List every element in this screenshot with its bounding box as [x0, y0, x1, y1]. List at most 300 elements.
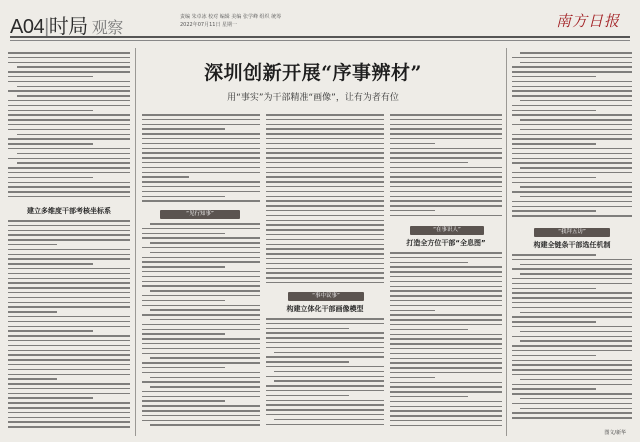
text-line: [142, 143, 260, 145]
text-line: [8, 335, 130, 337]
text-line: [142, 266, 225, 268]
text-line: [8, 234, 130, 236]
text-line: [8, 287, 130, 289]
text-line: [266, 424, 384, 426]
column-lines: [266, 318, 384, 425]
text-column-2b: [142, 223, 260, 433]
text-line: [266, 186, 384, 188]
text-line: [274, 380, 384, 382]
masthead-meta: [180, 13, 281, 29]
text-line: [8, 119, 130, 121]
text-line: [266, 253, 384, 255]
text-column-4: [390, 114, 502, 222]
text-line: [8, 278, 130, 280]
text-line: [390, 119, 502, 121]
text-line: [512, 158, 632, 160]
text-line: [8, 302, 130, 304]
text-line: [142, 329, 260, 331]
text-line: [512, 360, 632, 362]
text-line: [390, 124, 502, 126]
text-line: [390, 310, 435, 312]
text-line: [512, 384, 632, 386]
text-line: [8, 369, 130, 371]
text-line: [512, 215, 632, 217]
text-line: [142, 228, 260, 230]
text-line: [17, 134, 130, 136]
text-line: [390, 266, 502, 268]
text-line: [390, 406, 502, 408]
text-line: [8, 220, 130, 222]
text-line: [390, 295, 502, 297]
text-line: [150, 252, 260, 254]
text-line: [8, 52, 130, 54]
text-line: [512, 172, 632, 174]
editor-credits: 责编 朱卓冰 校对 编辑 美编 张学峰 组织 统筹: [180, 14, 282, 20]
text-line: [266, 133, 384, 135]
text-line: [390, 257, 502, 259]
text-line: [266, 404, 384, 406]
text-line: [390, 367, 502, 369]
text-line: [390, 196, 502, 198]
text-line: [512, 57, 632, 59]
text-line: [266, 277, 384, 279]
text-line: [520, 398, 632, 400]
text-line: [266, 220, 384, 222]
text-line: [512, 162, 632, 164]
text-line: [390, 314, 502, 316]
text-line: [142, 167, 260, 169]
text-line: [266, 114, 384, 116]
text-line: [8, 244, 57, 246]
text-line: [8, 114, 130, 116]
text-line: [390, 200, 502, 202]
text-line: [390, 286, 502, 288]
text-line: [142, 381, 260, 383]
text-line: [266, 176, 384, 178]
text-line: [266, 138, 384, 140]
text-line: [390, 401, 502, 403]
text-line: [390, 215, 502, 217]
text-column-1: [8, 52, 130, 202]
text-line: [8, 412, 130, 414]
text-line: [274, 371, 384, 373]
text-line: [8, 182, 130, 184]
text-line: [512, 81, 632, 83]
text-line: [142, 367, 225, 369]
text-line: [142, 324, 260, 326]
text-line: [512, 307, 632, 309]
text-line: [8, 167, 130, 169]
text-line: [142, 172, 260, 174]
text-line: [266, 162, 384, 164]
text-line: [150, 319, 260, 321]
tag-label: “见行知事”: [186, 211, 214, 217]
text-line: [512, 114, 632, 116]
text-column-1b: [8, 220, 130, 432]
text-line: [17, 66, 130, 68]
text-line: [17, 162, 130, 164]
text-line: [142, 186, 260, 188]
text-line: [142, 114, 260, 116]
text-line: [8, 292, 130, 294]
text-line: [520, 196, 632, 198]
text-line: [390, 148, 502, 150]
text-column-3b: [266, 318, 384, 433]
text-line: [266, 395, 349, 397]
text-column-4b: [390, 252, 502, 433]
headline-block: [148, 50, 478, 110]
column-lines: [142, 114, 260, 202]
text-line: [266, 224, 384, 226]
section-name: 时局: [48, 16, 88, 38]
text-line: [390, 114, 502, 116]
column-name: 观察: [91, 20, 123, 37]
text-line: [8, 316, 130, 318]
text-line: [150, 242, 260, 244]
text-line: [512, 95, 632, 97]
text-line: [390, 382, 502, 384]
text-line: [142, 276, 260, 278]
column-lines: [390, 252, 502, 426]
text-line: [8, 297, 130, 299]
text-line: [512, 148, 632, 150]
text-line: [142, 128, 225, 130]
text-line: [266, 337, 384, 339]
text-line: [142, 200, 260, 202]
text-line: [142, 148, 260, 150]
text-line: [142, 343, 260, 345]
text-line: [266, 239, 384, 241]
text-line: [512, 105, 632, 107]
text-line: [266, 258, 384, 260]
column-lines: [8, 52, 130, 197]
text-line: [266, 356, 384, 358]
text-line: [8, 100, 130, 102]
text-line: [8, 249, 130, 251]
text-line: [8, 402, 130, 404]
text-line: [150, 424, 260, 426]
text-line: [142, 314, 260, 316]
text-line: [266, 196, 384, 198]
text-line: [274, 352, 384, 354]
text-line: [512, 417, 632, 419]
tag-wufang: [534, 228, 610, 237]
text-line: [512, 288, 596, 290]
text-line: [150, 223, 260, 225]
text-line: [8, 158, 130, 160]
text-line: [390, 167, 502, 169]
text-line: [512, 201, 632, 203]
text-line: [142, 261, 260, 263]
text-column-6b: [512, 254, 632, 424]
text-line: [390, 152, 502, 154]
text-line: [266, 191, 384, 193]
text-line: [142, 119, 260, 121]
text-line: [142, 247, 260, 249]
text-line: [150, 357, 260, 359]
text-line: [390, 343, 502, 345]
text-line: [512, 254, 596, 256]
text-line: [390, 362, 502, 364]
text-line: [520, 186, 632, 188]
text-column-3: [266, 114, 384, 288]
text-line: [266, 390, 384, 392]
section-subtitle-center-left: 构建立体化干部画像模型: [286, 305, 364, 313]
text-line: [142, 196, 225, 198]
text-line: [8, 321, 130, 323]
tag-shiyi: [288, 292, 364, 301]
text-line: [142, 348, 260, 350]
text-line: [266, 263, 384, 265]
text-line: [266, 409, 384, 411]
text-line: [390, 281, 502, 283]
text-line: [512, 336, 632, 338]
text-line: [150, 309, 260, 311]
text-line: [142, 281, 260, 283]
column-lines: [266, 114, 384, 283]
text-line: [142, 237, 260, 239]
text-line: [512, 321, 596, 323]
text-line: [520, 119, 632, 121]
text-column-6: [512, 52, 632, 224]
text-line: [266, 342, 384, 344]
text-column-2: [142, 114, 260, 206]
text-line: [390, 348, 502, 350]
text-line: [142, 372, 260, 374]
text-line: [512, 316, 632, 318]
text-line: [142, 338, 260, 340]
text-line: [512, 259, 632, 261]
text-line: [512, 110, 596, 112]
text-line: [512, 124, 632, 126]
text-line: [142, 405, 260, 407]
text-line: [266, 119, 384, 121]
text-line: [266, 400, 384, 402]
text-line: [390, 391, 502, 393]
text-line: [142, 420, 260, 422]
paper-logo: 南方日报: [555, 12, 620, 30]
text-line: [512, 66, 632, 68]
text-line: [8, 143, 93, 145]
text-line: [266, 272, 384, 274]
text-line: [520, 100, 632, 102]
issue-date: 2022年07月11日 星期一: [180, 22, 238, 28]
text-line: [142, 396, 260, 398]
text-line: [8, 172, 130, 174]
article-credit: 图文/新华: [604, 430, 626, 436]
text-line: [512, 326, 632, 328]
text-line: [266, 215, 384, 217]
text-line: [8, 191, 130, 193]
text-line: [390, 425, 502, 427]
text-line: [512, 134, 632, 136]
text-line: [520, 273, 632, 275]
text-line: [142, 233, 225, 235]
text-line: [142, 362, 260, 364]
text-line: [266, 244, 384, 246]
text-line: [512, 283, 632, 285]
text-line: [17, 153, 130, 155]
text-line: [390, 138, 502, 140]
text-line: [390, 420, 502, 422]
text-line: [266, 143, 384, 145]
section-number: A04: [10, 16, 45, 38]
text-line: [390, 324, 502, 326]
text-line: [266, 229, 384, 231]
text-line: [8, 340, 130, 342]
text-line: [142, 138, 260, 140]
text-line: [390, 143, 435, 145]
text-line: [520, 408, 632, 410]
text-line: [8, 330, 93, 332]
text-line: [390, 181, 502, 183]
text-line: [390, 172, 502, 174]
text-line: [512, 364, 632, 366]
text-line: [512, 268, 632, 270]
text-line: [266, 181, 384, 183]
text-line: [150, 290, 260, 292]
text-line: [390, 415, 502, 417]
text-line: [8, 273, 130, 275]
text-line: [512, 278, 632, 280]
text-line: [266, 361, 349, 363]
text-line: [390, 410, 502, 412]
text-line: [266, 366, 384, 368]
text-line: [512, 350, 632, 352]
text-line: [520, 264, 632, 266]
text-line: [512, 388, 596, 390]
text-line: [142, 295, 260, 297]
text-line: [512, 393, 632, 395]
text-line: [512, 90, 632, 92]
column-lines: [8, 220, 130, 428]
section-subtitle-left: 建立多维度干部考核坐标系: [27, 207, 111, 215]
text-line: [266, 200, 384, 202]
text-line: [8, 239, 130, 241]
text-line: [8, 254, 130, 256]
text-line: [8, 110, 93, 112]
text-line: [512, 206, 632, 208]
text-line: [8, 388, 130, 390]
text-line: [512, 191, 632, 193]
text-line: [142, 257, 260, 259]
text-line: [142, 133, 260, 135]
text-line: [512, 369, 632, 371]
text-line: [142, 124, 260, 126]
text-line: [390, 300, 502, 302]
text-line: [390, 210, 435, 212]
text-line: [512, 345, 632, 347]
tag-label: “在事识人”: [433, 227, 461, 233]
text-line: [8, 105, 130, 107]
text-line: [390, 205, 502, 207]
text-line: [390, 276, 502, 278]
text-line: [8, 326, 130, 328]
text-line: [150, 386, 260, 388]
text-line: [8, 417, 130, 419]
text-line: [8, 196, 130, 198]
text-line: [512, 355, 596, 357]
masthead: [10, 8, 630, 48]
column-lines: [390, 114, 502, 216]
text-line: [8, 81, 130, 83]
text-line: [8, 397, 93, 399]
section-subtitle-center-right: 打造全方位干部“全息图”: [406, 239, 486, 247]
text-line: [142, 400, 225, 402]
text-line: [142, 391, 260, 393]
text-line: [142, 410, 260, 412]
text-line: [8, 378, 57, 380]
text-line: [390, 329, 468, 331]
text-line: [266, 282, 384, 284]
text-line: [142, 333, 225, 335]
text-line: [512, 403, 632, 405]
masthead-rule: [10, 36, 630, 38]
text-line: [390, 305, 502, 307]
text-line: [512, 76, 596, 78]
column-lines: [142, 223, 260, 426]
text-line: [512, 292, 632, 294]
text-line: [8, 258, 130, 260]
text-line: [390, 186, 502, 188]
text-line: [390, 334, 502, 336]
text-line: [520, 331, 632, 333]
text-line: [8, 62, 130, 64]
text-line: [266, 128, 384, 130]
text-line: [8, 186, 130, 188]
text-line: [150, 377, 260, 379]
text-line: [274, 419, 384, 421]
text-line: [266, 234, 384, 236]
text-line: [8, 177, 93, 179]
text-line: [8, 138, 130, 140]
text-line: [512, 412, 632, 414]
text-line: [8, 350, 130, 352]
text-line: [8, 383, 130, 385]
text-line: [266, 167, 384, 169]
text-line: [520, 129, 632, 131]
text-line: [520, 167, 632, 169]
tag-label: “我拜五访”: [558, 229, 586, 235]
text-line: [8, 268, 130, 270]
text-line: [390, 157, 502, 159]
text-line: [266, 328, 349, 330]
text-line: [8, 76, 93, 78]
text-line: [266, 414, 384, 416]
text-line: [390, 358, 502, 360]
text-line: [390, 319, 502, 321]
text-line: [390, 162, 468, 164]
text-line: [8, 359, 130, 361]
text-line: [266, 385, 384, 387]
text-line: [8, 90, 130, 92]
text-line: [8, 57, 130, 59]
text-line: [142, 157, 260, 159]
text-line: [520, 62, 632, 64]
text-line: [512, 182, 632, 184]
text-line: [142, 300, 225, 302]
text-line: [142, 152, 260, 154]
tag-jianxing: [160, 210, 240, 219]
text-line: [390, 191, 502, 193]
headline: 深圳创新开展“序事辨材”: [204, 62, 422, 84]
text-line: [142, 285, 260, 287]
text-line: [512, 71, 632, 73]
text-line: [520, 340, 632, 342]
text-line: [8, 124, 130, 126]
text-line: [512, 138, 632, 140]
text-line: [8, 148, 130, 150]
